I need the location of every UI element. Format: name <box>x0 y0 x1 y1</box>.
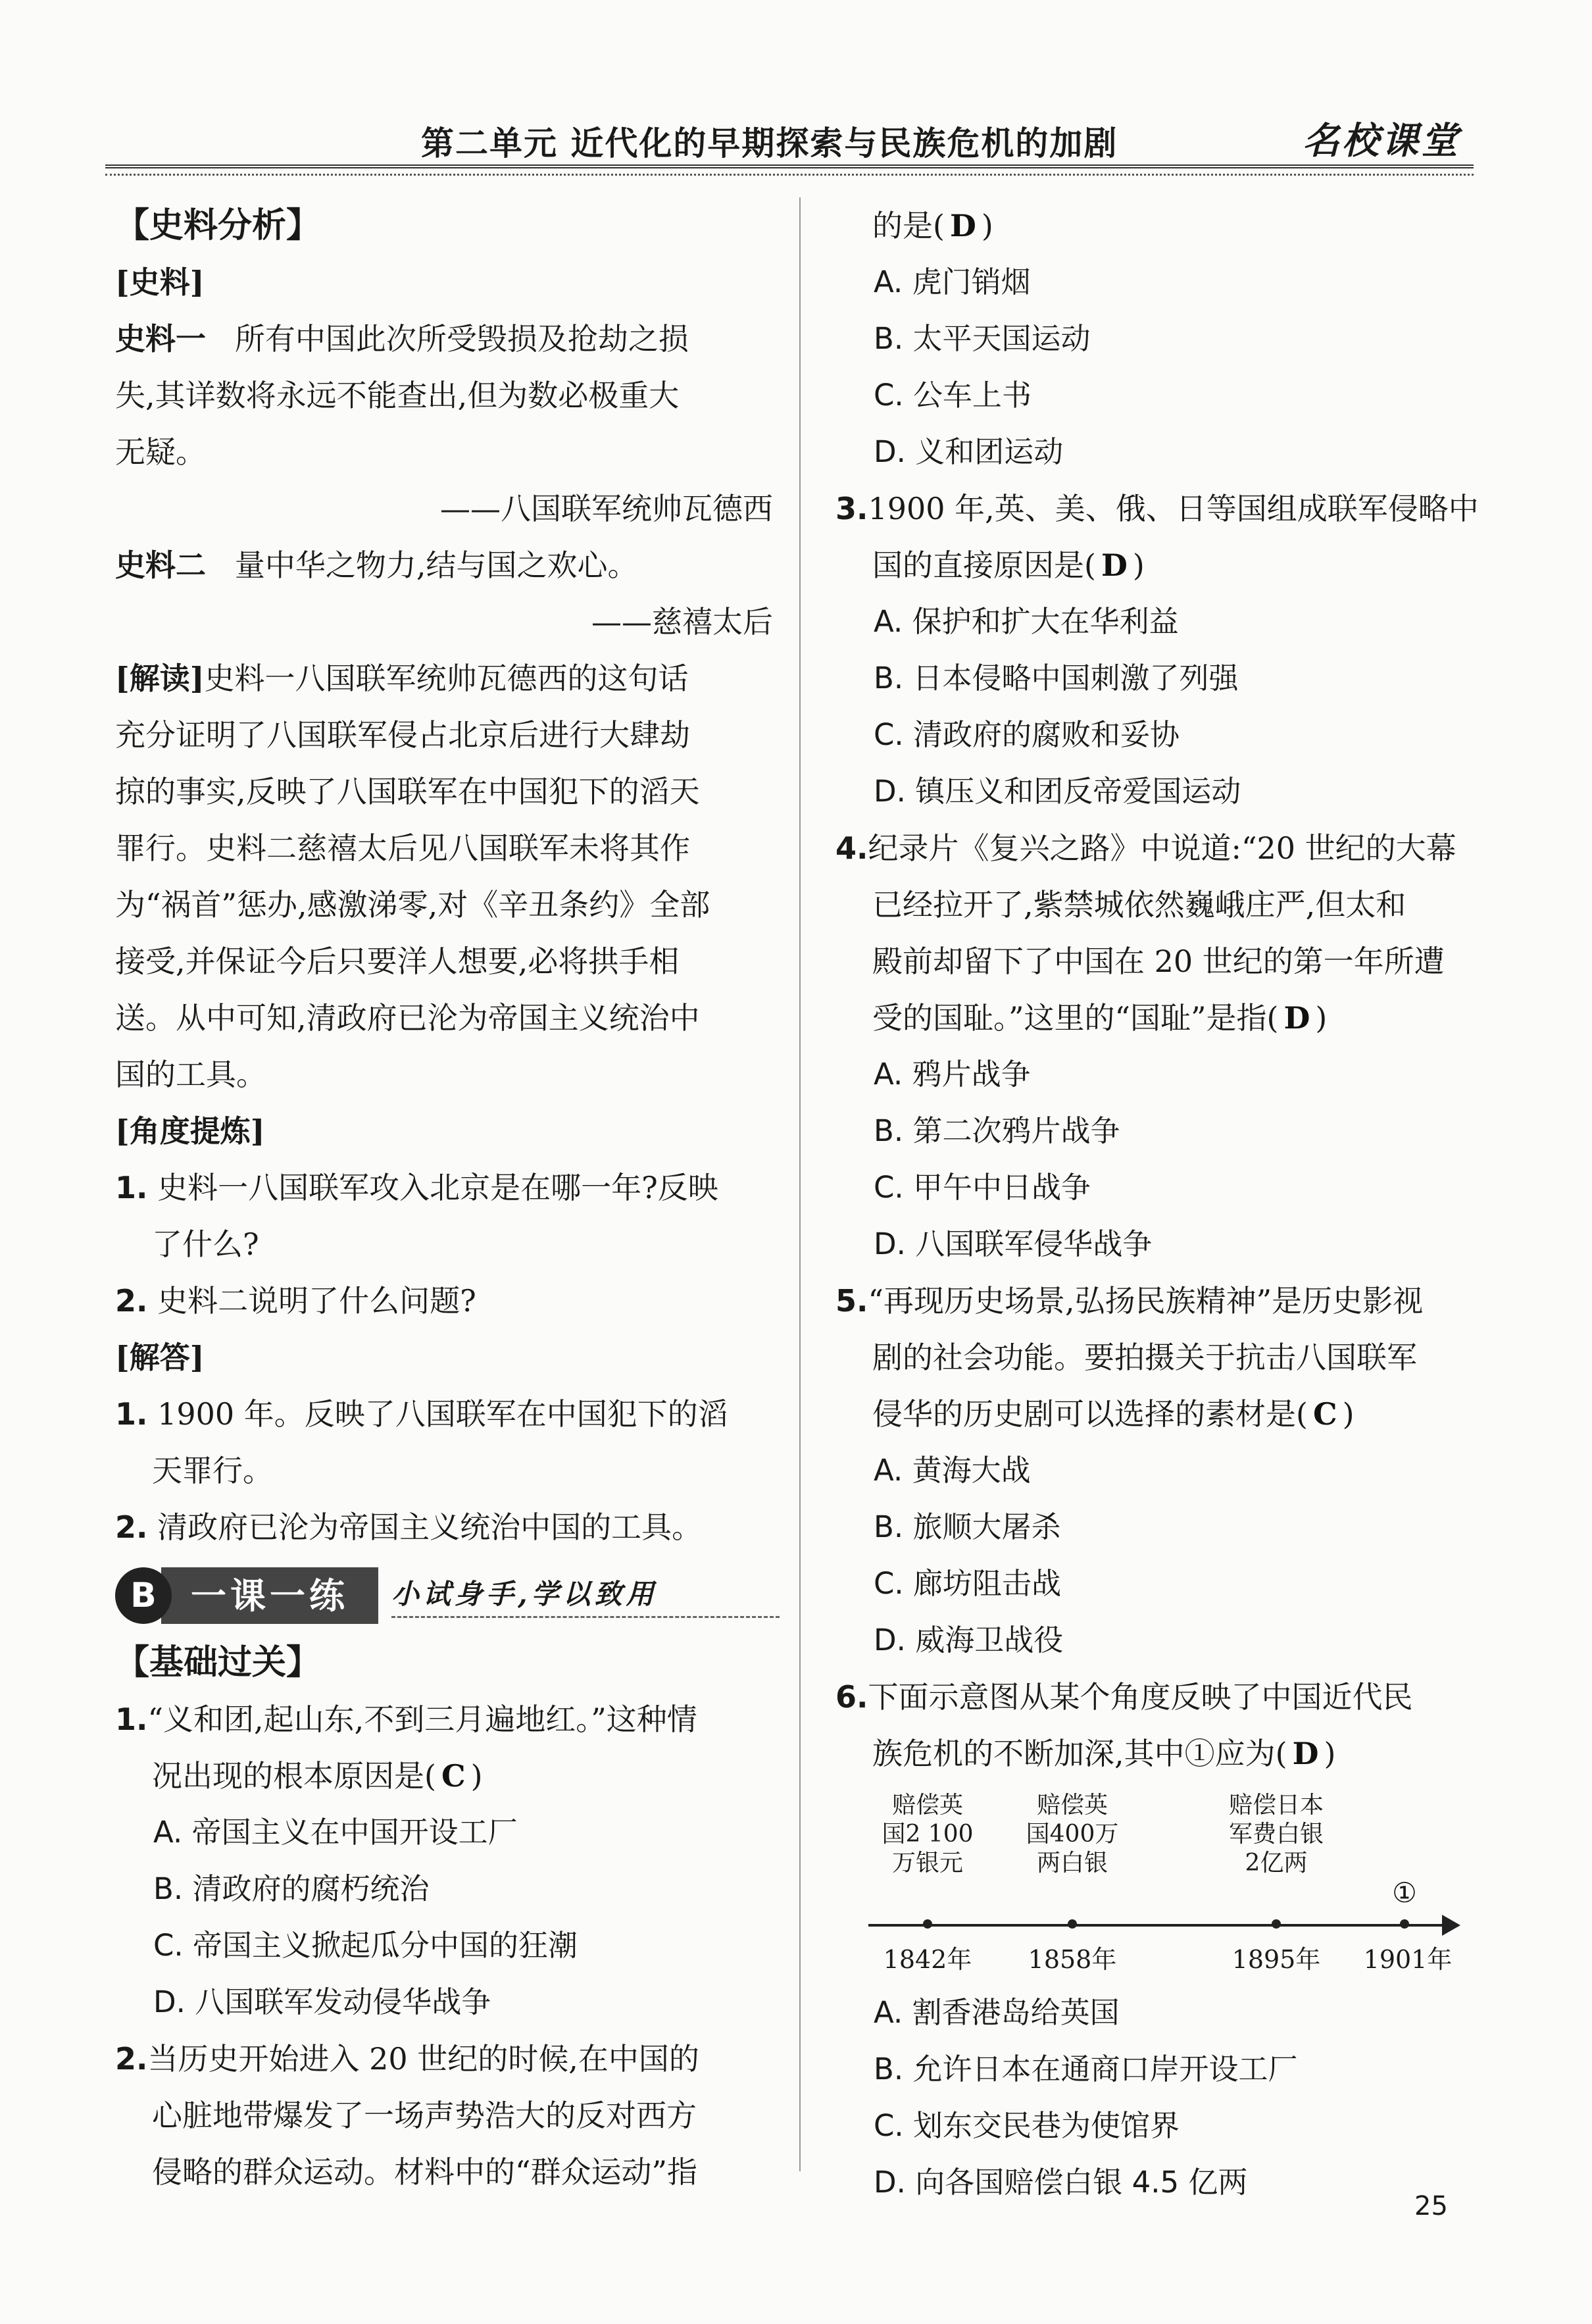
q6-line-1 <box>835 1669 1480 1725</box>
q2-option-b: B. 太平天国运动 <box>874 321 1091 356</box>
timeline-year: 1842年 <box>883 1945 972 1974</box>
question-text: 当历史开始进入 20 世纪的时候,在中国的 <box>147 2041 699 2077</box>
source-2-text: 量中华之物力,结与国之欢心。 <box>234 547 638 583</box>
q2-option-c: C. 公车上书 <box>874 378 1032 413</box>
source-1-line-3: 无疑。 <box>115 434 206 470</box>
timeline-label-line: 赔偿英 <box>891 1792 963 1819</box>
q6-line-2 <box>835 1725 1480 1782</box>
q1-line-2 <box>115 1748 780 1804</box>
question-text: 史料二说明了什么问题? <box>157 1283 476 1319</box>
timeline-year: 1858年 <box>1028 1945 1117 1974</box>
timeline-year: 1895年 <box>1231 1945 1321 1974</box>
q4-option-a: A. 鸦片战争 <box>874 1057 1031 1092</box>
q4-line-3: 殿前却留下了中国在 20 世纪的第一年所遭 <box>872 944 1445 979</box>
question-number: 5. <box>835 1283 868 1319</box>
timeline-dot <box>1068 1919 1077 1929</box>
practice-banner <box>115 1559 780 1632</box>
left-column <box>115 197 780 2200</box>
unit-title: 第二单元 近代化的早期探索与民族危机的加剧 <box>421 124 1118 163</box>
q4-option-d: D. 八国联军侵华战争 <box>874 1226 1153 1261</box>
basic-section-heading: 【基础过关】 <box>115 1643 321 1682</box>
timeline-label-line: 万银元 <box>891 1850 963 1877</box>
question-text: ) <box>1132 547 1145 583</box>
question-number: 2. <box>115 1283 148 1319</box>
answer-number: 1. <box>115 1396 148 1432</box>
page-header <box>105 105 1474 164</box>
question-text: 国的直接原因是( <box>872 547 1096 583</box>
header-rule <box>105 164 1474 168</box>
q3-option-d: D. 镇压义和团反帝爱国运动 <box>874 774 1241 809</box>
question-text: 族危机的不断加深,其中①应为( <box>872 1736 1287 1771</box>
answer-text: 清政府已沦为帝国主义统治中国的工具。 <box>157 1509 703 1545</box>
answer-letter: D <box>949 208 976 243</box>
timeline-dot <box>1400 1919 1409 1929</box>
answer-number: 2. <box>115 1509 148 1545</box>
q5-option-d: D. 威海卫战役 <box>874 1623 1064 1657</box>
q5-option-b: B. 旅顺大屠杀 <box>874 1509 1061 1544</box>
timeline-label-line: 国400万 <box>1026 1821 1119 1848</box>
timeline-arrow-icon <box>1442 1915 1460 1936</box>
q5-option-a: A. 黄海大战 <box>874 1453 1031 1488</box>
question-number: 4. <box>835 830 868 866</box>
banner-title: 一课一练 <box>161 1567 378 1624</box>
source-2-attribution: ——慈禧太后 <box>591 604 773 640</box>
question-number: 2. <box>115 2041 148 2077</box>
q2-line-2: 心脏地带爆发了一场声势浩大的反对西方 <box>152 2098 697 2133</box>
timeline-label-1858 <box>1000 1791 1145 1878</box>
angle-question-1-cont: 了什么? <box>152 1226 259 1262</box>
q5-option-c: C. 廊坊阻击战 <box>874 1566 1062 1601</box>
q6-option-a: A. 割香港岛给英国 <box>874 1995 1120 2030</box>
q4-line-1 <box>835 820 1480 876</box>
timeline-axis <box>868 1924 1447 1927</box>
source-1-attribution: ——八国联军统帅瓦德西 <box>440 491 773 526</box>
answer-letter: D <box>1292 1736 1319 1771</box>
timeline-label-line: 赔偿日本 <box>1228 1792 1324 1819</box>
q4-option-c: C. 甲午中日战争 <box>874 1170 1091 1205</box>
q4-option-b: B. 第二次鸦片战争 <box>874 1113 1120 1148</box>
timeline-label-1895 <box>1204 1791 1349 1878</box>
question-text: ) <box>1342 1396 1355 1432</box>
interpretation-line-6: 接受,并保证今后只要洋人想要,必将拱手相 <box>115 944 680 979</box>
source-1-label: 史料一 <box>115 321 206 357</box>
source-1-text: 所有中国此次所受毁损及抢劫之损 <box>234 321 689 357</box>
q3-option-c: C. 清政府的腐败和妥协 <box>874 717 1180 752</box>
timeline-label-line: 赔偿英 <box>1036 1792 1108 1819</box>
question-text: 受的国耻。”这里的“国耻”是指( <box>872 1000 1279 1036</box>
question-text: 的是( <box>872 208 945 243</box>
interpretation-heading: [解读] <box>115 661 205 696</box>
timeline-dot <box>923 1919 932 1929</box>
interpretation-line-3: 掠的事实,反映了八国联军在中国犯下的滔天 <box>115 774 700 809</box>
q6-option-d: D. 向各国赔偿白银 4.5 亿两 <box>874 2165 1248 2200</box>
q5-line-1 <box>835 1273 1480 1329</box>
answer-heading: [解答] <box>115 1340 205 1375</box>
timeline-label-line: 国2 100 <box>882 1821 974 1848</box>
brand-logo-text: 名校课堂 <box>1303 119 1460 163</box>
question-number: 1. <box>115 1170 148 1205</box>
interpretation-line-8: 国的工具。 <box>115 1057 266 1092</box>
q3-option-a: A. 保护和扩大在华利益 <box>874 604 1179 639</box>
column-divider <box>799 197 801 2171</box>
question-text: 1900 年,英、美、俄、日等国组成联军侵略中 <box>868 491 1479 526</box>
q1-option-c: C. 帝国主义掀起瓜分中国的狂潮 <box>153 1928 578 1963</box>
header-dotted-rule <box>105 174 1474 176</box>
section-title-shiliao-analysis: 【史料分析】 <box>115 206 321 245</box>
source-1-line-2: 失,其详数将永远不能查出,但为数必极重大 <box>115 378 680 413</box>
q6-option-c: C. 划东交民巷为使馆界 <box>874 2108 1180 2143</box>
source-2-label: 史料二 <box>115 547 206 583</box>
answer-letter: C <box>1312 1396 1337 1432</box>
interpretation-line-4: 罪行。史料二慈禧太后见八国联军未将其作 <box>115 830 690 866</box>
answer-letter: C <box>441 1758 466 1794</box>
answer-letter: D <box>1283 1000 1310 1036</box>
timeline-label-line: 2亿两 <box>1245 1850 1308 1877</box>
timeline-dot <box>1272 1919 1281 1929</box>
interpretation-line-1 <box>115 650 780 707</box>
question-text: “再现历史场景,弘扬民族精神”是历史影视 <box>868 1283 1424 1319</box>
banner-rule <box>391 1616 780 1618</box>
question-text: ) <box>1324 1736 1336 1771</box>
question-text: ) <box>1315 1000 1328 1036</box>
q3-line-1 <box>835 480 1480 537</box>
angle-heading: [角度提炼] <box>115 1113 265 1149</box>
q1-option-d: D. 八国联军发动侵华战争 <box>153 1984 491 2019</box>
source-1-line-1 <box>115 311 780 367</box>
q1-line-1 <box>115 1691 780 1748</box>
q5-line-3 <box>835 1386 1480 1442</box>
q3-option-b: B. 日本侵略中国刺激了列强 <box>874 661 1239 695</box>
question-text: 纪录片《复兴之路》中说道:“20 世纪的大幕 <box>868 830 1456 866</box>
timeline-placeholder-1901: ① <box>1392 1877 1417 1909</box>
indemnity-timeline-diagram <box>835 1784 1480 1982</box>
q2-option-a: A. 虎门销烟 <box>874 265 1031 299</box>
question-text: “义和团,起山东,不到三月遍地红。”这种情 <box>147 1702 697 1737</box>
source-2-line <box>115 537 780 594</box>
question-text: ) <box>981 208 993 243</box>
q4-line-4 <box>835 990 1480 1046</box>
question-number: 3. <box>835 491 868 526</box>
angle-question-1 <box>115 1159 780 1216</box>
q2-line-3: 侵略的群众运动。材料中的“群众运动”指 <box>152 2154 698 2190</box>
answer-text: 1900 年。反映了八国联军在中国犯下的滔 <box>157 1396 728 1432</box>
timeline-label-line: 军费白银 <box>1228 1821 1324 1848</box>
answer-letter: D <box>1101 547 1128 583</box>
interpretation-line-5: 为“祸首”惩办,感激涕零,对《辛丑条约》全部 <box>115 887 710 922</box>
banner-slogan: 小试身手,学以致用 <box>391 1578 658 1610</box>
timeline-label-line: 两白银 <box>1036 1850 1108 1877</box>
q5-line-2: 剧的社会功能。要拍摄关于抗击八国联军 <box>872 1340 1417 1375</box>
question-text: 下面示意图从某个角度反映了中国近代民 <box>868 1679 1413 1715</box>
question-text: 况出现的根本原因是( <box>152 1758 436 1794</box>
q1-option-a: A. 帝国主义在中国开设工厂 <box>153 1815 518 1850</box>
interpretation-line-2: 充分证明了八国联军侵占北京后进行大肆劫 <box>115 717 690 753</box>
q2-line-1 <box>115 2031 780 2087</box>
question-number: 1. <box>115 1702 148 1737</box>
shiliao-heading: [史料] <box>115 265 205 300</box>
q4-line-2: 已经拉开了,紫禁城依然巍峨庄严,但太和 <box>872 887 1406 922</box>
interpretation-line-7: 送。从中可知,清政府已沦为帝国主义统治中 <box>115 1000 700 1036</box>
timeline-label-1842 <box>855 1791 1000 1878</box>
timeline-year: 1901年 <box>1363 1945 1453 1974</box>
answer-2 <box>115 1499 780 1555</box>
banner-letter-badge: B <box>115 1567 172 1624</box>
interpretation-text: 史料一八国联军统帅瓦德西的这句话 <box>204 661 689 696</box>
angle-question-2 <box>115 1273 780 1329</box>
question-text: 侵华的历史剧可以选择的素材是( <box>872 1396 1308 1432</box>
question-number: 6. <box>835 1679 868 1715</box>
answer-1-cont: 天罪行。 <box>152 1453 273 1488</box>
q1-option-b: B. 清政府的腐朽统治 <box>153 1871 430 1906</box>
q2-line-4 <box>835 197 1480 254</box>
q6-option-b: B. 允许日本在通商口岸开设工厂 <box>874 2052 1298 2086</box>
question-text: 史料一八国联军攻入北京是在哪一年?反映 <box>157 1170 718 1205</box>
q2-option-d: D. 义和团运动 <box>874 434 1064 469</box>
answer-1 <box>115 1386 780 1442</box>
q3-line-2 <box>835 537 1480 594</box>
right-column <box>835 197 1480 2211</box>
page-number: 25 <box>1414 2191 1448 2221</box>
question-text: ) <box>470 1758 483 1794</box>
